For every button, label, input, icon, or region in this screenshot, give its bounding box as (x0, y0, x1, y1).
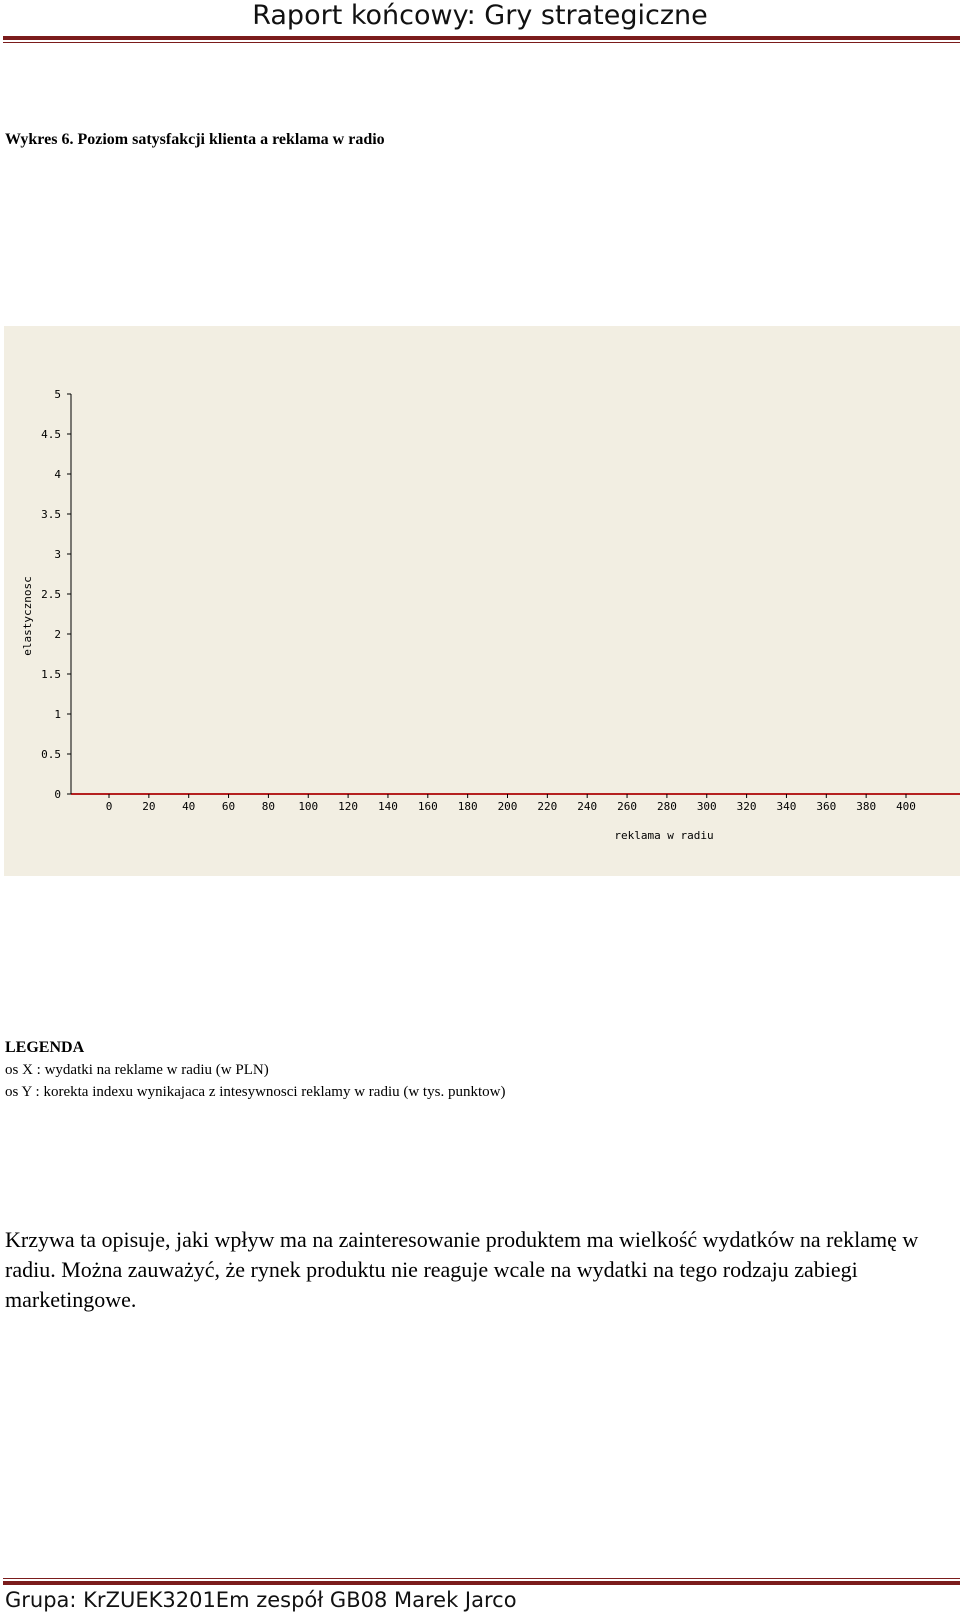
y-tick-label: 1 (54, 708, 61, 721)
figure-caption: Wykres 6. Poziom satysfakcji klienta a reklama w radio (5, 131, 385, 148)
x-tick-label: 120 (338, 800, 359, 813)
y-tick-label: 3.5 (41, 508, 61, 521)
x-tick-label: 80 (261, 800, 276, 813)
footer-group-text: Grupa: KrZUEK3201Em zespół GB08 Marek Jarco (5, 1588, 517, 1612)
x-tick-label: 260 (617, 800, 637, 813)
x-tick-label: 180 (457, 800, 478, 813)
y-tick-label: 4 (54, 468, 61, 481)
y-tick-label: 0 (54, 788, 61, 801)
x-tick-label: 200 (497, 800, 518, 813)
description-paragraph: Krzywa ta opisuje, jaki wpływ ma na zainteresowanie produktem ma wielkość wydatków na reklamę w radiu. Można zauważyć, że rynek produktu nie reaguje wcale na wydatki na tego rodzaju zabiegi marketingowe. (5, 1227, 919, 1312)
footer-rule-thick (3, 1581, 960, 1585)
chart-container (4, 326, 960, 876)
x-tick-label: 300 (696, 800, 717, 813)
y-axis-label: elastycznosc (21, 576, 34, 656)
x-tick-label: 100 (298, 800, 319, 813)
y-tick-label: 3 (54, 548, 61, 561)
x-tick-label: 160 (417, 800, 438, 813)
x-tick-label: 340 (776, 800, 797, 813)
y-tick-label: 0.5 (41, 748, 61, 761)
legend-x-axis: os X : wydatki na reklame w radiu (w PLN) (5, 1062, 269, 1078)
y-tick-label: 5 (54, 388, 61, 401)
y-tick-label: 2 (54, 628, 61, 641)
x-tick-label: 380 (856, 800, 877, 813)
x-tick-label: 60 (221, 800, 236, 813)
legend-y-axis: os Y : korekta indexu wynikajaca z intesywnosci reklamy w radiu (w tys. punktow) (5, 1084, 506, 1100)
legend-block (5, 1037, 505, 1103)
y-tick-label: 2.5 (41, 588, 61, 601)
chart-svg (4, 326, 960, 876)
x-tick-label: 240 (577, 800, 598, 813)
y-tick-label: 1.5 (41, 668, 61, 681)
y-tick-label: 4.5 (41, 428, 61, 441)
x-tick-label: 0 (105, 800, 113, 813)
header-rule-thick (3, 36, 960, 40)
x-tick-label: 220 (537, 800, 558, 813)
x-tick-label: 360 (816, 800, 837, 813)
x-tick-label: 40 (182, 800, 196, 813)
x-tick-label: 20 (142, 800, 156, 813)
x-tick-label: 320 (736, 800, 757, 813)
x-tick-label: 400 (896, 800, 916, 813)
legend-title: LEGENDA (5, 1039, 85, 1056)
x-tick-label: 280 (656, 800, 677, 813)
page-header-title: Raport końcowy: Gry strategiczne (252, 0, 708, 31)
x-axis-label: reklama w radiu (614, 829, 714, 842)
footer-rule-thin (3, 1578, 960, 1579)
header-rule-thin (3, 42, 960, 43)
x-tick-label: 140 (378, 800, 398, 813)
